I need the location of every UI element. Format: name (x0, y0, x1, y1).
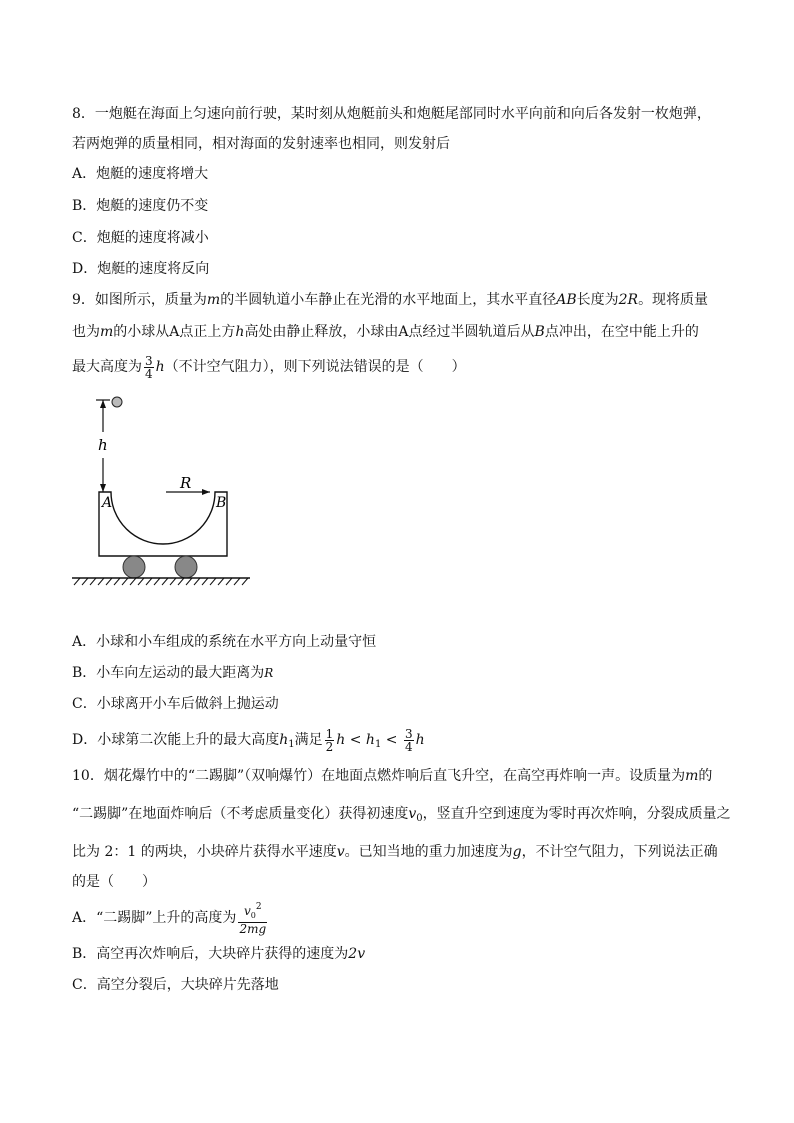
q10-option-c: C．高空分裂后，大块碎片先落地 (72, 977, 279, 993)
three-quarters-fraction: $\frac{3}{4}$ (145, 353, 153, 381)
q10-stem-line4: 的是（ ） (72, 874, 156, 890)
r-arrow-head (202, 489, 210, 495)
q9-option-b: B．小车向左运动的最大距离为R (72, 665, 274, 681)
label-h: h (98, 436, 108, 454)
h-arrow-head-down (100, 484, 106, 492)
q9-option-d: D．小球第二次能上升的最大高度$h_1$满足 $\frac{1}{2}$ $h < h_1$ < $\frac{3}{4}$ h (72, 726, 425, 754)
label-a: A (102, 495, 113, 511)
q10-option-a: A．“二踢脚”上升的高度为 $\frac{v_0^2}{2mg}$ (72, 902, 267, 936)
left-wheel (123, 556, 145, 578)
q8-stem-line1: 8．一炮艇在海面上匀速向前行驶，某时刻从炮艇前头和炮艇尾部同时水平向前和向后各发射一枚炮弹， (72, 106, 711, 122)
one-half-fraction: $\frac{1}{2}$ (325, 726, 334, 754)
q10-stem-line1: 10．烟花爆竹中的“二踢脚”（双响爆竹）在地面点燃炸响后直飞升空，在高空再炸响一声。设质量为m的 (72, 768, 713, 784)
q9-figure-cart-track (66, 388, 266, 593)
q8-option-c: C．炮艇的速度将减小 (72, 230, 209, 246)
q9-option-a: A．小球和小车组成的系统在水平方向上动量守恒 (72, 634, 377, 650)
label-b: B (216, 495, 227, 511)
q10-stem-line3: 比为 2：1 的两块，小块碎片获得水平速度v。已知当地的重力加速度为g，不计空气阻力，下列说法正确 (72, 844, 718, 860)
right-wheel (175, 556, 197, 578)
q8-option-d: D．炮艇的速度将反向 (72, 261, 210, 277)
q8-option-b: B．炮艇的速度仍不变 (72, 198, 209, 214)
q9-stem-line2: 也为m的小球从A点正上方h高处由静止释放，小球由A点经过半圆轨道后从B点冲出，在空中能上升的 (72, 324, 699, 340)
label-r: R (180, 474, 192, 492)
h-arrow-head-up (100, 400, 106, 408)
cart-body (99, 492, 227, 556)
q9-stem-line3: 最大高度为 $\frac{3}{4}$ h（不计空气阻力），则下列说法错误的是（ ） (72, 353, 466, 381)
three-quarters-fraction-d: $\frac{3}{4}$ (404, 726, 413, 754)
q8-option-a: A．炮艇的速度将增大 (72, 166, 209, 182)
q8-stem-line2: 若两炮弹的质量相同，相对海面的发射速率也相同，则发射后 (72, 136, 450, 152)
q9-stem-line1: 9．如图所示，质量为m的半圆轨道小车静止在光滑的水平地面上，其水平直径AB长度为2R。现将质量 (72, 292, 709, 308)
ball (112, 397, 122, 407)
q9-option-c: C．小球离开小车后做斜上抛运动 (72, 696, 279, 712)
ground-hatching (74, 578, 248, 585)
q10-stem-line2: “二踢脚”在地面炸响后（不考虑质量变化）获得初速度$v_0$，竖直升空到速度为零时再次炸响，分裂成质量之 (72, 806, 731, 824)
height-fraction: $\frac{v_0^2}{2mg}$ (239, 902, 267, 936)
q10-option-b: B．高空再次炸响后，大块碎片获得的速度为2v (72, 946, 366, 962)
